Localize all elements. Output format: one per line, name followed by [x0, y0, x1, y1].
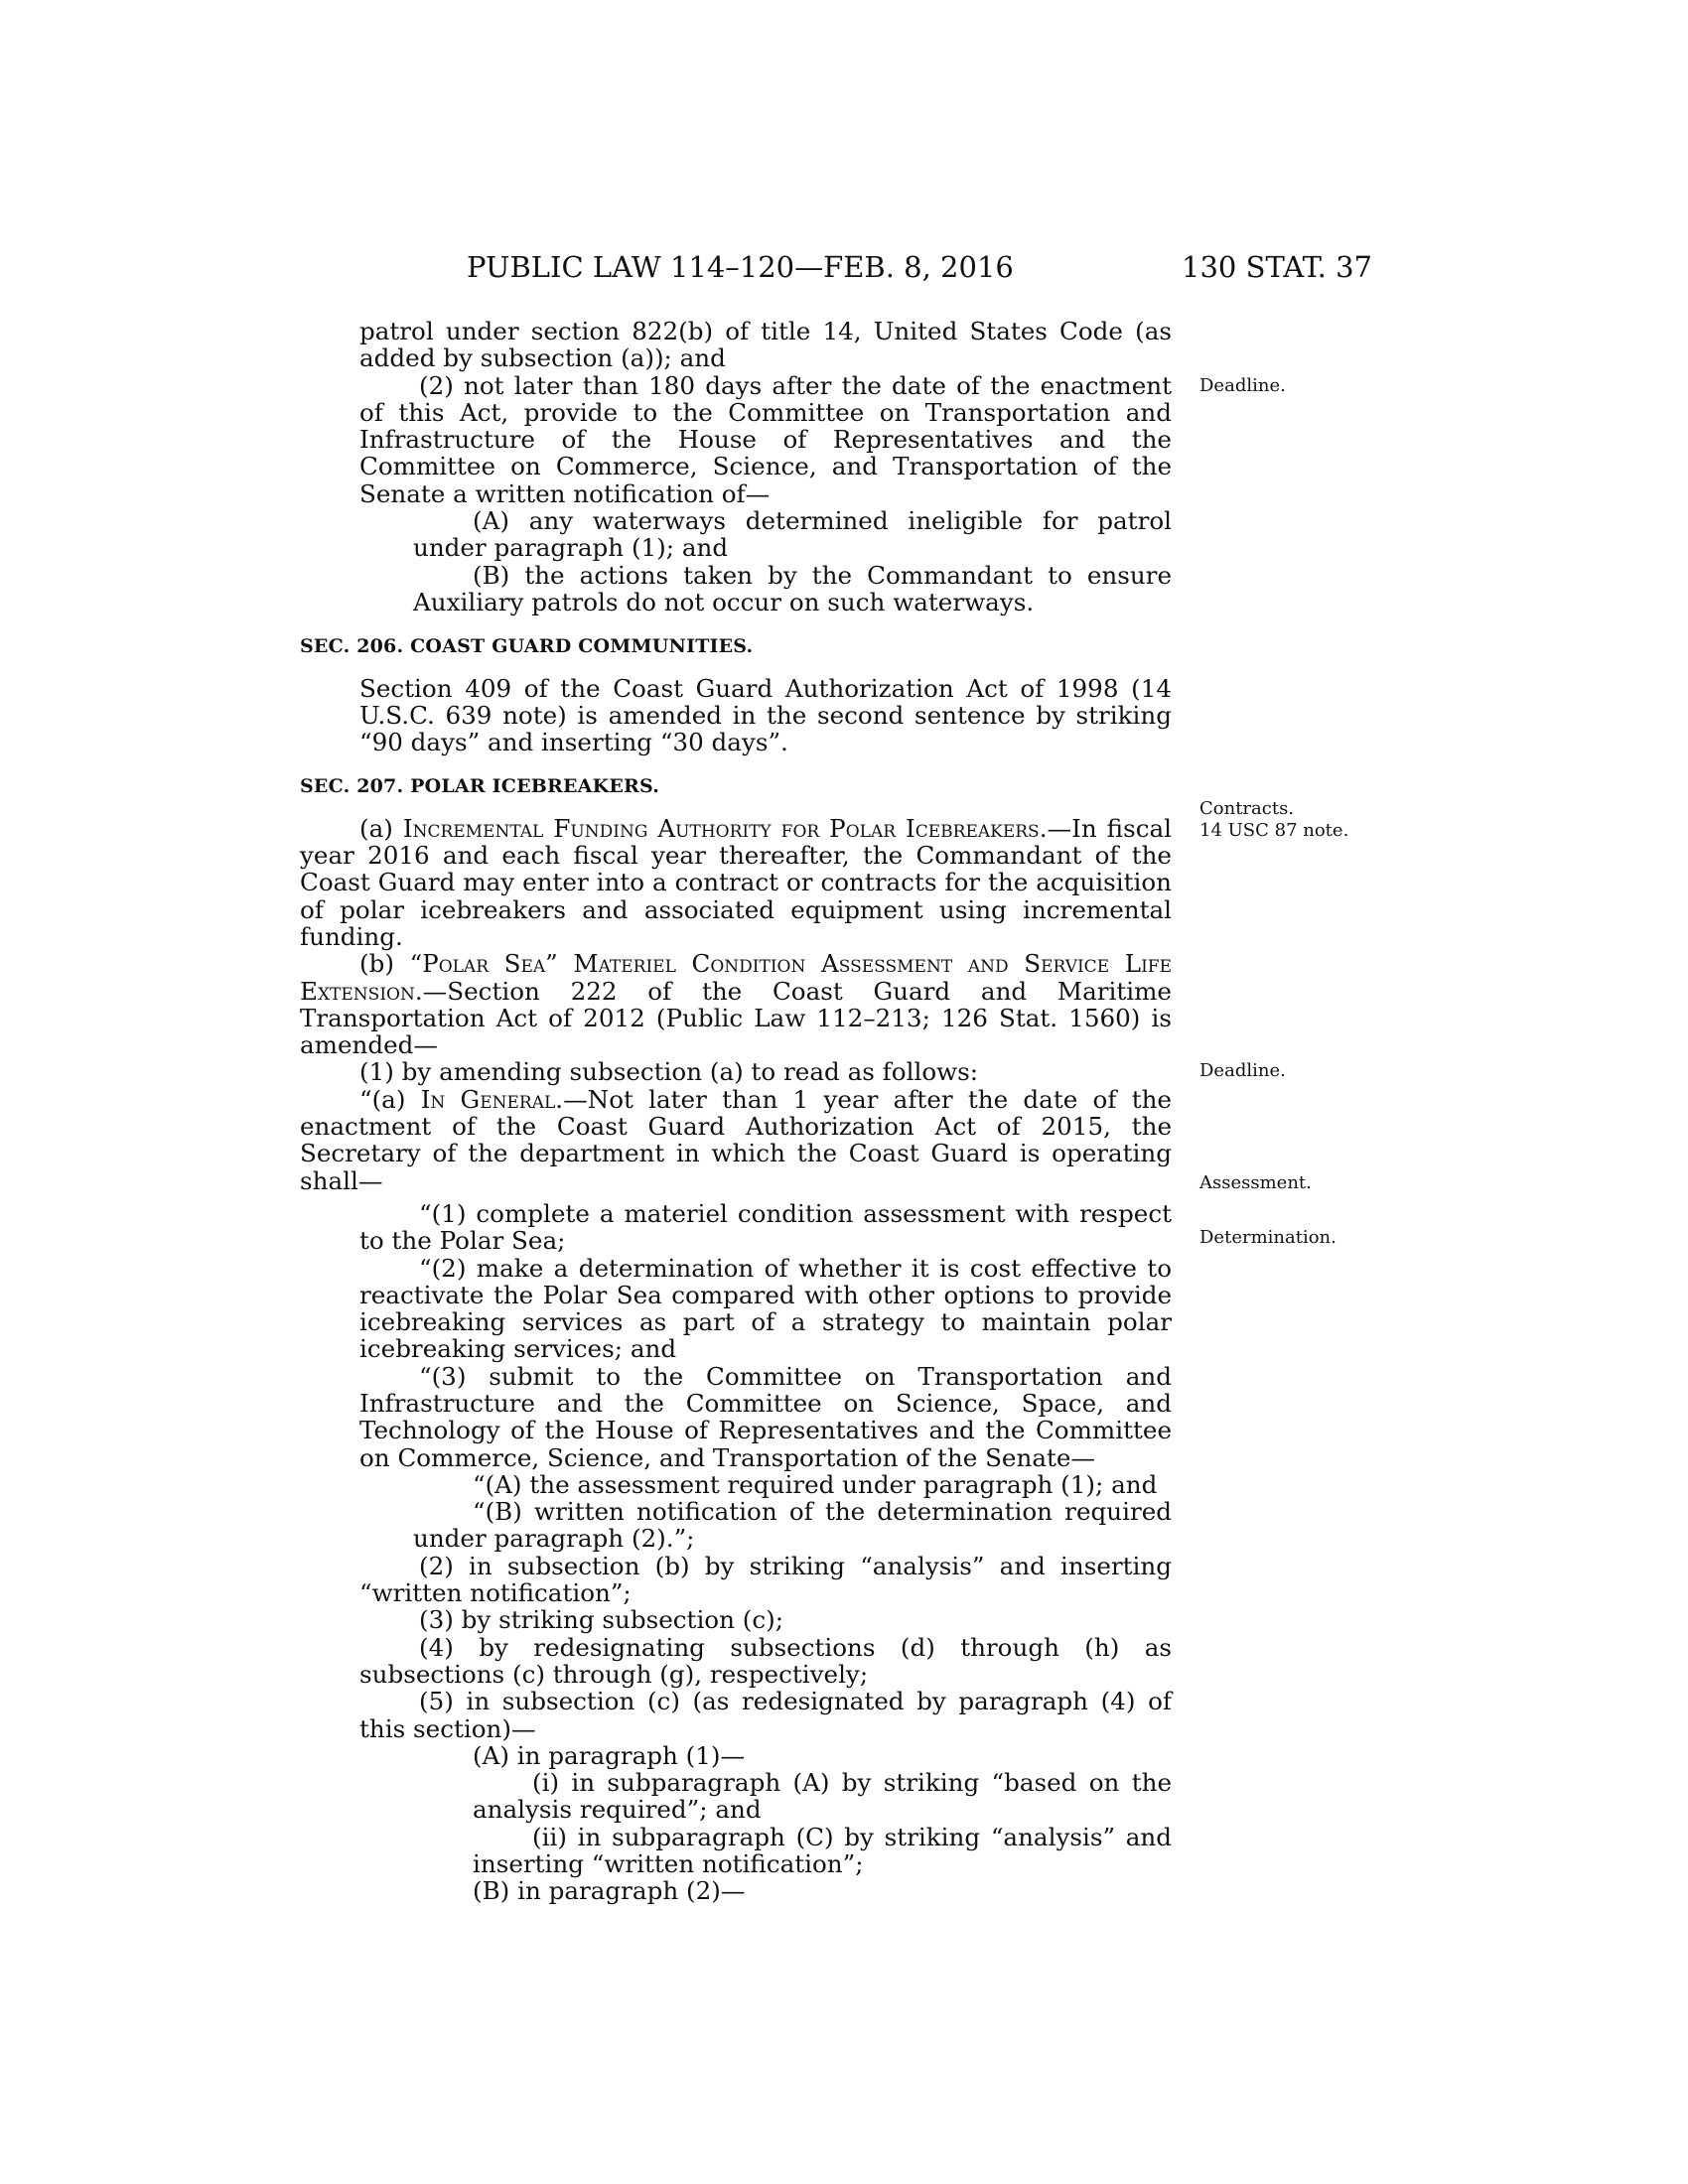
paragraph: (1) by amending subsection (a) to read as follows:	[359, 1057, 979, 1087]
paragraph-lead: (b)	[359, 949, 410, 979]
paragraph: (4) by redesignating subsections (d) through (h) as subsections (c) through (g), respectively;	[359, 1632, 1172, 1689]
paragraph: “(1) complete a materiel condition assessment with respect to the Polar Sea;	[359, 1198, 1172, 1256]
section-heading: SEC. 206. COAST GUARD COMMUNITIES.	[300, 635, 754, 658]
subsection-heading: Incremental Funding Authority for Polar Icebreakers	[402, 813, 1040, 843]
page-header-title: PUBLIC LAW 114–120—FEB. 8, 2016	[467, 250, 1014, 284]
margin-note-deadline: Deadline.	[1199, 375, 1286, 396]
margin-note-assessment: Assessment.	[1199, 1172, 1312, 1193]
paragraph-text: .—Not later than 1 year after the date of the enactment of the Coast Guard Authorization Act of 2015, the Secretary of the department in which the Coast Guard is operating shall—	[300, 1084, 1172, 1195]
paragraph: (B) the actions taken by the Commandant to ensure Auxiliary patrols do not occur on such waterways.	[413, 560, 1172, 616]
subsection-heading: “Polar Sea” Materiel Condition Assessment and Service Life Extension	[300, 949, 1172, 1006]
margin-note-contracts: Contracts.	[1199, 798, 1295, 819]
paragraph	[300, 815, 1172, 950]
page-header-stat: 130 STAT. 37	[1182, 250, 1372, 284]
paragraph: (i) in subparagraph (A) by striking “based on the analysis required”; and	[473, 1768, 1172, 1825]
paragraph	[300, 1086, 1172, 1194]
paragraph	[300, 950, 1172, 1058]
paragraph-lead: (a)	[359, 813, 403, 843]
paragraph: Section 409 of the Coast Guard Authorization Act of 1998 (14 U.S.C. 639 note) is amended in the second sentence by striking “90 days” and inserting “30 days”.	[359, 673, 1172, 757]
margin-note-usc: 14 USC 87 note.	[1199, 820, 1349, 841]
paragraph: (B) in paragraph (2)—	[473, 1876, 746, 1906]
paragraph-text: .—Section 222 of the Coast Guard and Maritime Transportation Act of 2012 (Public Law 112–213; 126 Stat. 1560) is amended—	[300, 976, 1172, 1060]
section-heading: SEC. 207. POLAR ICEBREAKERS.	[300, 775, 660, 798]
paragraph: (2) in subsection (b) by striking “analysis” and inserting “written notification”;	[359, 1551, 1172, 1608]
paragraph: “(3) submit to the Committee on Transportation and Infrastructure and the Committee on Science, Space, and Technology of the House of Representatives and the Committee on Commerce, Science, and Transportation of the Senate—	[359, 1361, 1172, 1472]
paragraph: (3) by striking subsection (c);	[419, 1605, 784, 1635]
paragraph: patrol under section 822(b) of title 14, United States Code (as added by subsection (a)); and	[359, 317, 1172, 373]
paragraph: (A) in paragraph (1)—	[473, 1740, 746, 1770]
paragraph-text: (2) not later than 180 days after the date of the enactment of this Act, provide to the Committee on Transportation and Infrastructure of the House of Representatives and the Committee on Commerce, Science, and Transportation of the Senate a written notification of—	[359, 370, 1172, 508]
paragraph	[300, 372, 1172, 507]
paragraph: “(2) make a determination of whether it is cost effective to reactivate the Polar Sea compared with other options to provide icebreaking services as part of a strategy to maintain polar icebreaking services; and	[359, 1253, 1172, 1364]
paragraph: (ii) in subparagraph (C) by striking “analysis” and inserting “written notification”;	[473, 1822, 1172, 1879]
margin-note-deadline: Deadline.	[1199, 1060, 1286, 1081]
paragraph-lead: “(a)	[359, 1084, 421, 1114]
document-body	[300, 318, 1172, 1905]
paragraph-text: .—In fiscal year 2016 and each fiscal year thereafter, the Commandant of the Coast Guard may enter into a contract or contracts for the acquisition of polar icebreakers and associated equipment using incremental funding.	[300, 813, 1172, 951]
paragraph: “(A) the assessment required under paragraph (1); and	[473, 1469, 1158, 1499]
paragraph: (A) any waterways determined ineligible for patrol under paragraph (1); and	[413, 506, 1172, 563]
subsection-heading: In General	[420, 1084, 556, 1114]
paragraph: (5) in subsection (c) (as redesignated by paragraph (4) of this section)—	[359, 1687, 1172, 1743]
paragraph: “(B) written notification of the determination required under paragraph (2).”;	[413, 1497, 1172, 1554]
margin-note-determination: Determination.	[1199, 1227, 1336, 1248]
